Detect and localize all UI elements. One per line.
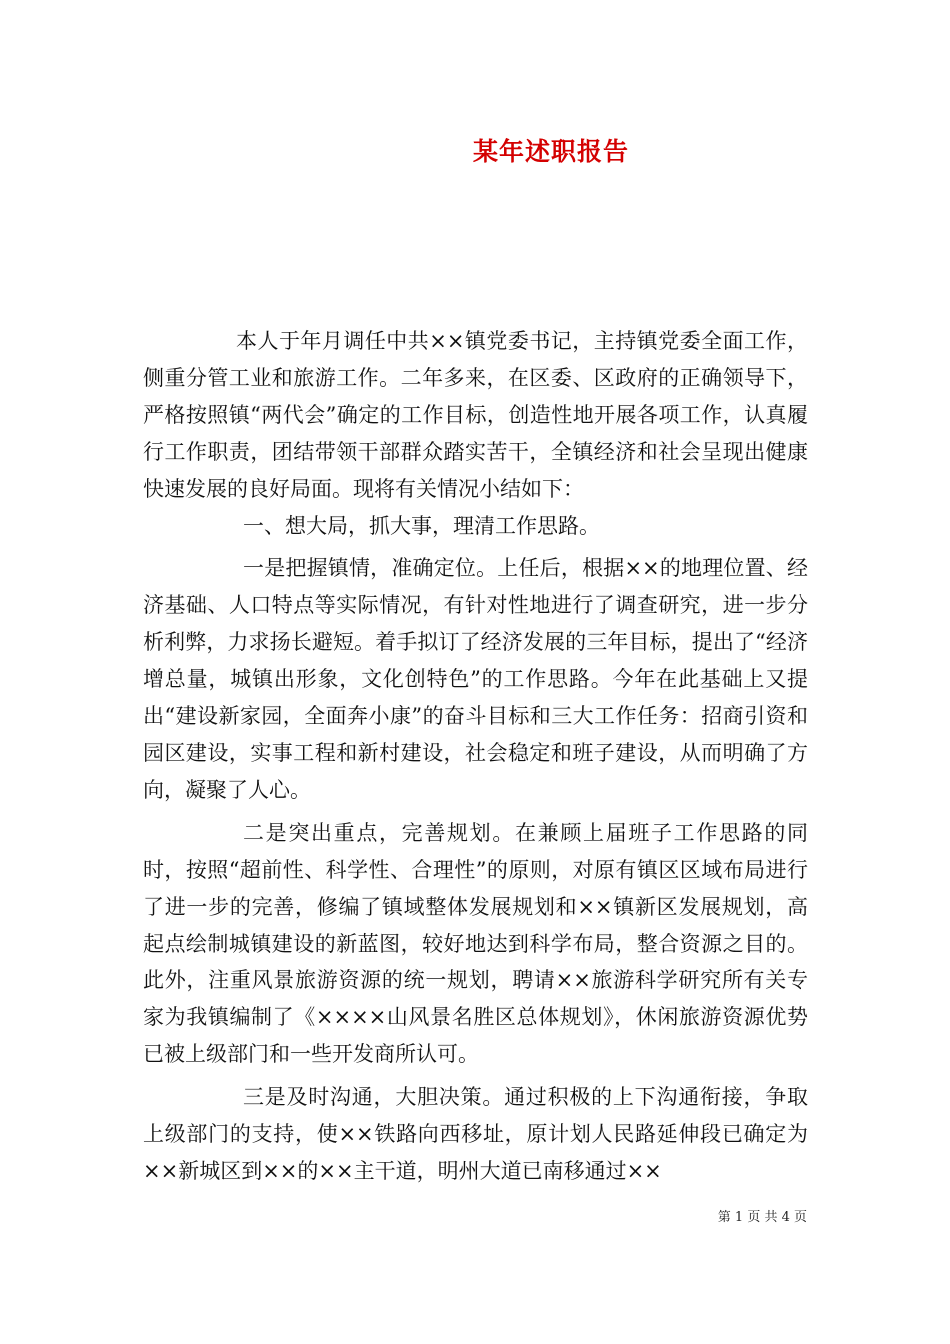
paragraph-point-3: 三是及时沟通，大胆决策。通过积极的上下沟通衔接，争取上级部门的支持，使××铁路向西移址，原计划人民路延伸段已确定为××新城区到××的××主干道，明州大道已南移通过×× xyxy=(143,1085,808,1183)
paragraph-point-2: 二是突出重点，完善规划。在兼顾上届班子工作思路的同时，按照“超前性、科学性、合理性”的原则，对原有镇区区域布局进行了进一步的完善，修编了镇域整体发展规划和××镇新区发展规划，高起点绘制城镇建设的新蓝图，较好地达到科学布局，整合资源之目的。此外，注重风景旅游资源的统一规划，聘请××旅游科学研究所有关专家为我镇编制了《××××山风景名胜区总体规划》，休闲旅游资源优势已被上级部门和一些开发商所认可。 xyxy=(143,820,808,1067)
paragraph-point-1: 一是把握镇情，准确定位。上任后，根据××的地理位置、经济基础、人口特点等实际情况，有针对性地进行了调查研究，进一步分析利弊，力求扬长避短。着手拟订了经济发展的三年目标，提出了“经济增总量，城镇出形象，文化创特色”的工作思路。今年在此基础上又提出“建设新家园，全面奔小康”的奋斗目标和三大工作任务：招商引资和园区建设，实事工程和新村建设，社会稳定和班子建设，从而明确了方向，凝聚了人心。 xyxy=(143,556,808,802)
document-title: 某年述职报告 xyxy=(472,137,629,166)
paragraph-intro: 本人于年月调任中共××镇党委书记，主持镇党委全面工作，侧重分管工业和旅游工作。二年多来，在区委、区政府的正确领导下，严格按照镇“两代会”确定的工作目标，创造性地开展各项工作，认真履行工作职责，团结带领干部群众踏实苦干，全镇经济和社会呈现出健康快速发展的良好局面。现将有关情况小结如下： xyxy=(143,329,808,501)
section-heading-1: 一、想大局，抓大事，理清工作思路。 xyxy=(243,513,600,538)
page-number-footer: 第 1 页 共 4 页 xyxy=(717,1210,807,1225)
document-body xyxy=(143,323,808,1190)
